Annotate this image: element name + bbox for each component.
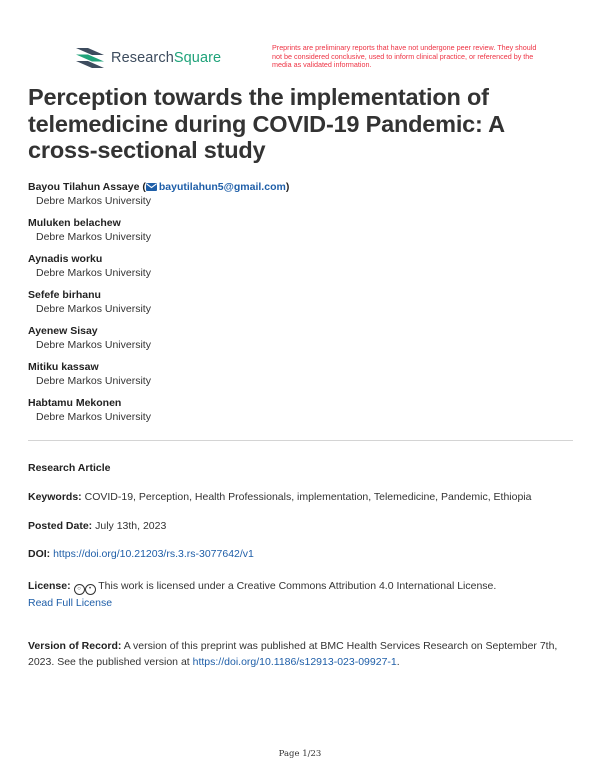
doi-link[interactable]: https://doi.org/10.21203/rs.3.rs-3077642/v1 [53,548,254,560]
author-affiliation: Debre Markos University [36,411,151,423]
published-version-link[interactable]: https://doi.org/10.1186/s12913-023-09927-1 [192,656,397,668]
preprint-disclaimer: Preprints are preliminary reports that have not undergone peer review. They should not be considered conclusive, used to inform clinical practice, or referenced by the media as validated information. [272,43,537,70]
author-entry [28,216,568,252]
attribution-icon: • [85,584,96,595]
research-square-logo[interactable] [76,48,221,68]
license-label: License: [28,580,71,592]
brand-name-part1: Research [111,50,174,66]
doi-label: DOI: [28,548,51,560]
author-name: Habtamu Mekonen [28,397,122,409]
license [28,578,576,611]
author-name: Aynadis worku [28,253,103,265]
author-affiliation: Debre Markos University [36,339,151,351]
keywords-label: Keywords: [28,491,82,503]
brand-name [111,50,221,66]
mail-icon [146,183,157,191]
keywords [28,489,576,505]
section-divider [28,440,573,441]
version-of-record-text: A version of this preprint was published at BMC Health Services Research on September 7th, 2023. See the published version at [28,640,558,668]
author-entry [28,252,568,288]
author-entry [28,360,568,396]
paper-title: Perception towards the implementation of telemedicine during COVID-19 Pandemic: A cross-sectional study [28,84,505,163]
author-list [28,180,568,432]
article-type: Research Article [28,462,111,474]
version-of-record-label: Version of Record: [28,640,122,652]
author-entry [28,288,568,324]
author-name: Muluken belachew [28,217,121,229]
doi [28,546,576,562]
license-text: This work is licensed under a Creative Commons Attribution 4.0 International License. [98,580,497,592]
author-entry [28,396,568,432]
author-name: Sefefe birhanu [28,289,101,301]
page-number: Page 1/23 [278,749,322,759]
creative-commons-icon: ○ [74,584,85,595]
author-name: Ayenew Sisay [28,325,98,337]
author-name: Mitiku kassaw [28,361,99,373]
author-affiliation: Debre Markos University [36,231,151,243]
posted-date-value: July 13th, 2023 [95,520,167,532]
posted-date-label: Posted Date: [28,520,93,532]
read-full-license-link[interactable]: Read Full License [28,597,113,609]
brand-name-part2: Square [173,50,222,66]
author-name: Bayou Tilahun Assaye [28,181,140,193]
author-affiliation: Debre Markos University [36,195,151,207]
version-of-record: Version of Record: A version of this preprint was published at BMC Health Services Research on September 7th, 2023. See the published version at https://doi.org/10.1186/s12913-023-09927-1. [28,640,558,668]
author-entry [28,324,568,360]
author-email-link[interactable]: bayutilahun5@gmail.com [158,181,286,193]
author-affiliation: Debre Markos University [36,375,151,387]
author-entry: Bayou Tilahun Assaye ( bayutilahun5@gmail.com) Debre Markos University [28,180,568,216]
posted-date [28,518,576,534]
author-affiliation: Debre Markos University [36,303,151,315]
keywords-value: COVID-19, Perception, Health Professionals, implementation, Telemedicine, Pandemic, Ethiopia [84,491,532,503]
research-square-logo-icon [76,48,104,68]
author-affiliation: Debre Markos University [36,267,151,279]
